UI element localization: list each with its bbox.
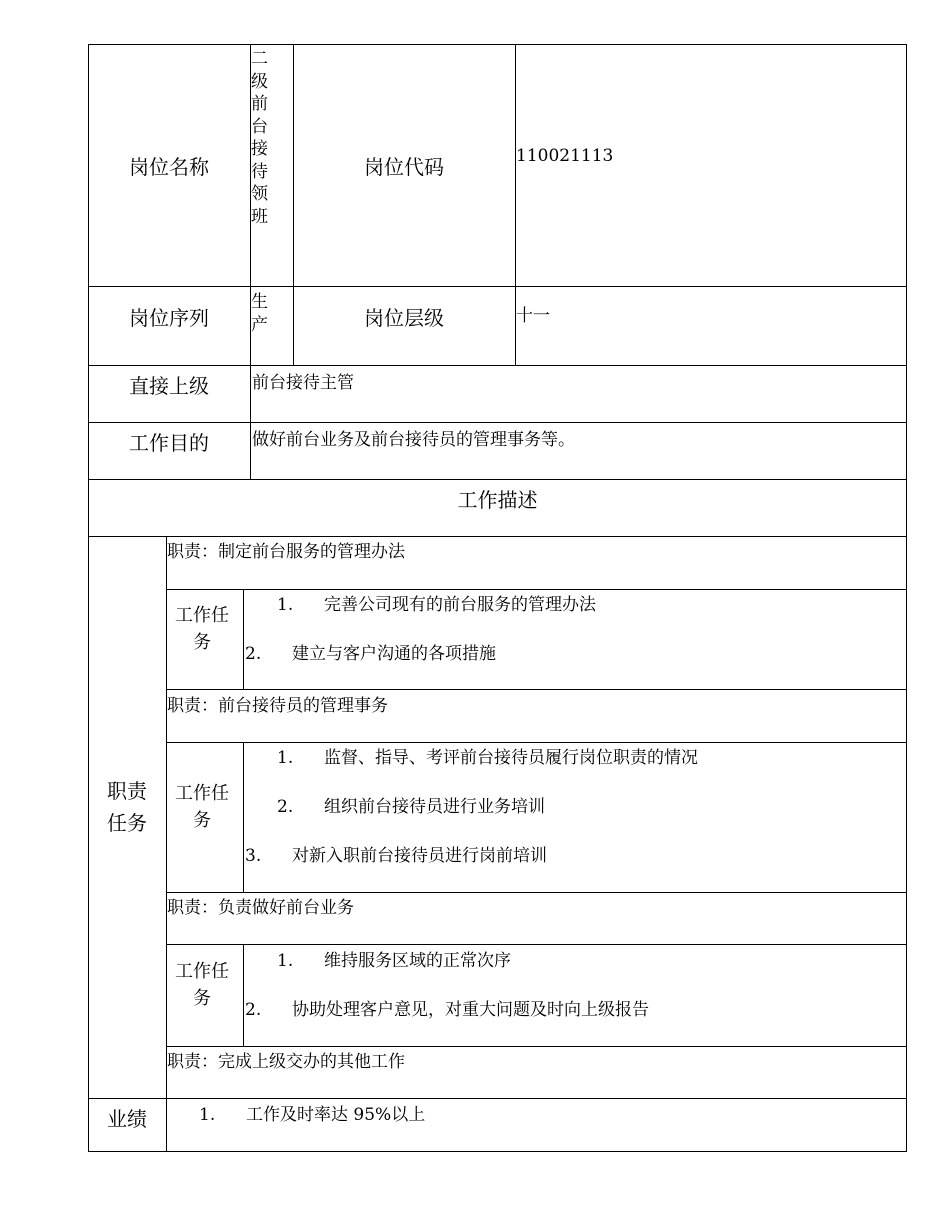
task-item-text: 维持服务区域的正常次序 (324, 951, 511, 971)
task-col-divider (243, 944, 244, 1047)
task-label: 工作任务 (175, 605, 229, 653)
task-label: 工作任务 (175, 961, 229, 1009)
task-item-number: 1. (277, 748, 294, 768)
position-code-label: 岗位代码 (364, 154, 444, 179)
task-item-text: 监督、指导、考评前台接待员履行岗位职责的情况 (324, 748, 698, 768)
performance-item-number: 1. (199, 1105, 216, 1125)
duty-divider (166, 589, 907, 590)
row-divider (88, 536, 907, 537)
task-item-text: 协助处理客户意见，对重大问题及时向上级报告 (292, 1000, 649, 1020)
position-level-label: 岗位层级 (364, 305, 444, 330)
position-level-value: 十一 (516, 306, 550, 326)
task-label: 工作任务 (175, 783, 229, 831)
task-item-number: 2. (245, 644, 262, 664)
purpose-label: 工作目的 (129, 430, 209, 455)
task-item-text: 对新入职前台接待员进行岗前培训 (292, 846, 547, 866)
supervisor-label: 直接上级 (129, 373, 209, 398)
performance-label: 业绩 (107, 1106, 147, 1131)
duty-divider (166, 944, 907, 945)
task-col-divider (243, 589, 244, 690)
position-code-value: 110021113 (516, 146, 614, 166)
task-item-text: 完善公司现有的前台服务的管理办法 (324, 595, 596, 615)
supervisor-value: 前台接待主管 (252, 373, 354, 393)
duties-label: 职责任务 (107, 779, 147, 835)
position-series-label: 岗位序列 (129, 305, 209, 330)
row-divider (88, 1098, 907, 1099)
position-series-value: 生产 (251, 292, 268, 335)
task-item-number: 3. (245, 846, 262, 866)
duty-divider (166, 742, 907, 743)
duty-title: 职责：前台接待员的管理事务 (167, 696, 388, 716)
duty-title: 职责：制定前台服务的管理办法 (167, 542, 405, 562)
performance-item-text: 工作及时率达 95%以上 (246, 1105, 426, 1125)
duty-divider (166, 689, 907, 690)
task-item-number: 2. (277, 797, 294, 817)
duty-title: 职责：完成上级交办的其他工作 (167, 1052, 405, 1072)
task-item-number: 1. (277, 951, 294, 971)
duty-divider (166, 892, 907, 893)
task-item-number: 1. (277, 595, 294, 615)
position-name-value: 二级前台接待领班 (251, 49, 268, 227)
duty-divider (166, 1046, 907, 1047)
description-title: 工作描述 (457, 487, 538, 512)
duty-title: 职责：负责做好前台业务 (167, 898, 354, 918)
task-item-number: 2. (245, 1000, 262, 1020)
task-col-divider (243, 742, 244, 893)
task-item-text: 组织前台接待员进行业务培训 (324, 797, 545, 817)
task-item-text: 建立与客户沟通的各项措施 (292, 644, 496, 664)
purpose-value: 做好前台业务及前台接待员的管理事务等。 (252, 430, 575, 450)
position-name-label: 岗位名称 (129, 154, 209, 179)
